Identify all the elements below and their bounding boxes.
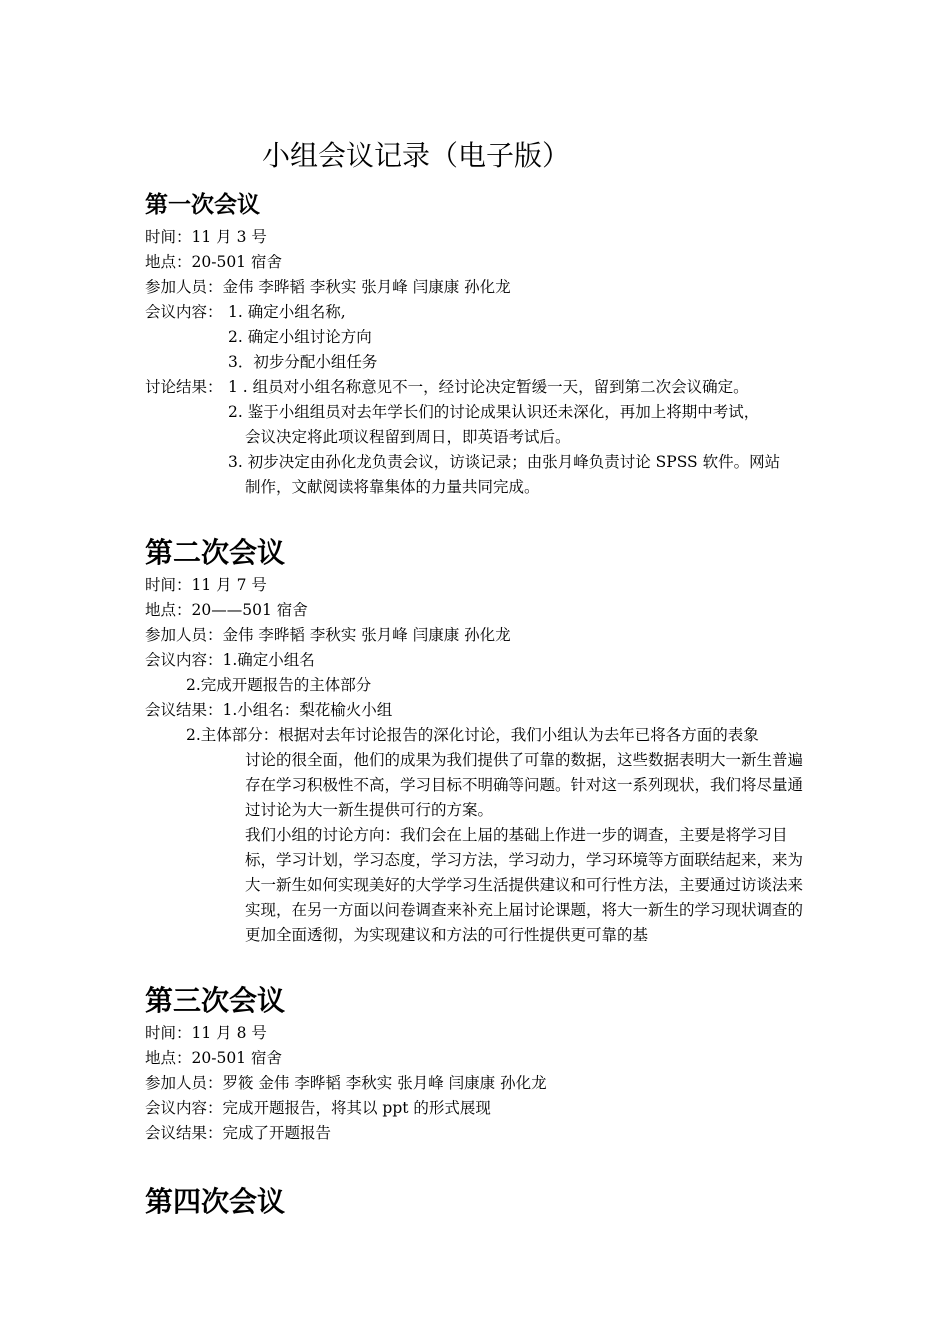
meeting-1-attendees: 参加人员：金伟 李晔韬 李秋实 张月峰 闫康康 孙化龙 <box>145 278 511 296</box>
meeting-1-heading: 第一次会议 <box>145 191 260 218</box>
meeting-1-content-item: 3．初步分配小组任务 <box>228 353 378 371</box>
meeting-1-content-item: 1. 确定小组名称, <box>228 303 346 321</box>
meeting-2-place: 地点：20——501 宿舍 <box>145 601 308 619</box>
meeting-1-place: 地点：20-501 宿舍 <box>145 253 282 271</box>
meeting-3-content: 会议内容：完成开题报告，将其以 ppt 的形式展现 <box>145 1099 491 1117</box>
meeting-1-result-item: 制作，文献阅读将靠集体的力量共同完成。 <box>245 478 540 496</box>
meeting-2-result-item: 2.主体部分：根据对去年讨论报告的深化讨论，我们小组认为去年已将各方面的表象 <box>186 726 759 744</box>
meeting-2-attendees: 参加人员：金伟 李晔韬 李秋实 张月峰 闫康康 孙化龙 <box>145 626 511 644</box>
meeting-3-attendees: 参加人员：罗筱 金伟 李晔韬 李秋实 张月峰 闫康康 孙化龙 <box>145 1074 547 1092</box>
meeting-1-result-item: 3. 初步决定由孙化龙负责会议，访谈记录；由张月峰负责讨论 SPSS 软件。网站 <box>228 453 781 471</box>
meeting-1-content-item: 2. 确定小组讨论方向 <box>228 328 372 346</box>
meeting-3-heading: 第三次会议 <box>145 984 286 1017</box>
meeting-2-time: 时间：11 月 7 号 <box>145 576 267 594</box>
meeting-3-place: 地点：20-501 宿舍 <box>145 1049 282 1067</box>
meeting-1-result-item: 会议决定将此项议程留到周日，即英语考试后。 <box>245 428 571 446</box>
meeting-1-time: 时间：11 月 3 号 <box>145 228 267 246</box>
meeting-2-heading: 第二次会议 <box>145 536 286 569</box>
meeting-3-time: 时间：11 月 8 号 <box>145 1024 267 1042</box>
meeting-2-content: 会议内容：1.确定小组名 <box>145 651 315 669</box>
meeting-2-result-paragraph: 我们小组的讨论方向：我们会在上届的基础上作进一步的调查，主要是将学习目标，学习计划，学习态度，学习方法，学习动力，学习环境等方面联结起来，来为大一新生如何实现美好的大学学习生活提供建议和可行性方法，主要通过访谈法来实现，在另一方面以问卷调查来补充上届讨论课题，将大一新生的学习现状调查的更加全面透彻，为实现建议和方法的可行性提供更可靠的基 <box>245 826 804 944</box>
meeting-1-content-label: 会议内容： <box>145 303 223 321</box>
meeting-2-result: 会议结果：1.小组名：梨花榆火小组 <box>145 701 393 719</box>
meeting-1-result-item: 2. 鉴于小组组员对去年学长们的讨论成果认识还未深化，再加上将期中考试， <box>228 403 760 421</box>
meeting-1-result-label: 讨论结果： <box>145 378 223 396</box>
meeting-1-result-item: 1 . 组员对小组名称意见不一，经讨论决定暂缓一天，留到第二次会议确定。 <box>228 378 749 396</box>
meeting-3-result: 会议结果：完成了开题报告 <box>145 1124 332 1142</box>
meeting-4-heading: 第四次会议 <box>145 1185 286 1218</box>
meeting-2-result-paragraph: 讨论的很全面，他们的成果为我们提供了可靠的数据，这些数据表明大一新生普遍存在学习积极性不高，学习目标不明确等问题。针对这一系列现状，我们将尽量通过讨论为大一新生提供可行的方案。 <box>245 751 804 819</box>
meeting-2-content: 2.完成开题报告的主体部分 <box>186 676 372 694</box>
document-title: 小组会议记录（电子版） <box>262 139 571 172</box>
